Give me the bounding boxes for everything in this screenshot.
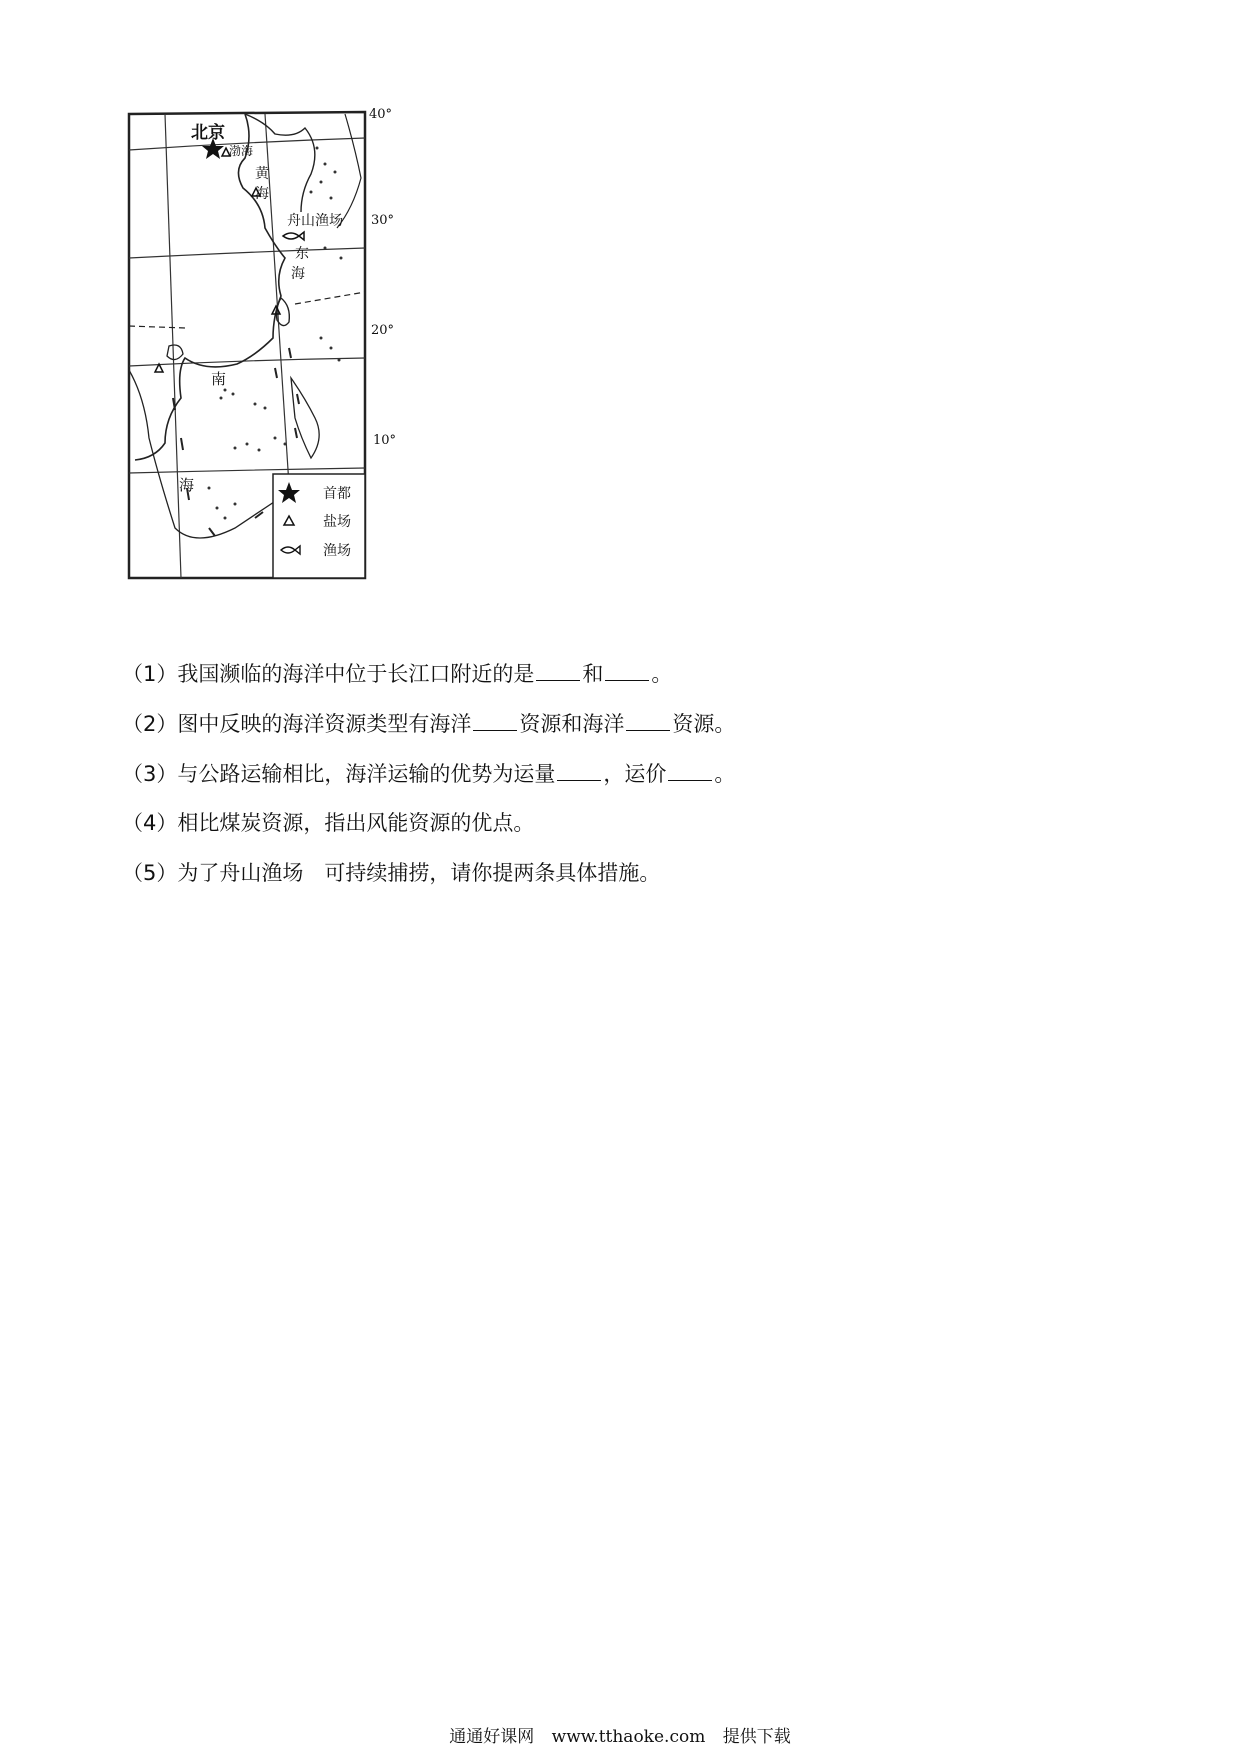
sea-map-figure: [125, 108, 455, 648]
lat-20-label: 20°: [371, 323, 395, 338]
answer-blank[interactable]: [605, 658, 649, 681]
bohai-label: 渤海: [229, 144, 254, 158]
answer-blank[interactable]: [626, 708, 670, 731]
question-3: （3）与公路运输相比，海洋运输的优势为运量 ，运价 。: [122, 758, 1122, 788]
question-5: （5）为了舟山渔场 可持续捕捞，请你提两条具体措施。: [122, 861, 661, 885]
footer-url[interactable]: www.tthaoke.com: [551, 1727, 706, 1747]
east-sea-label-2: 海: [291, 266, 305, 282]
zhoushan-fishery-icon: [283, 232, 304, 240]
legend-capital-label: 首都: [323, 486, 351, 502]
lat-30-label: 30°: [371, 213, 395, 228]
yellow-sea-label-1: 黄: [255, 166, 269, 182]
footer-site-name: 通通好课网: [449, 1727, 535, 1747]
south-sea-label-2: 海: [179, 476, 195, 494]
lat-10-label: 10°: [373, 433, 397, 448]
answer-blank[interactable]: [536, 658, 580, 681]
answer-blank[interactable]: [557, 758, 601, 781]
fishery-label: 舟山渔场: [287, 213, 343, 229]
question-1: （1）我国濒临的海洋中位于长江口附近的是 和 。: [122, 658, 1122, 688]
answer-blank[interactable]: [473, 708, 517, 731]
south-sea-label-1: 南: [211, 370, 227, 388]
legend-fishery-label: 渔场: [323, 543, 351, 559]
footer-suffix: 提供下载: [722, 1727, 791, 1747]
lat-40-label: 40°: [369, 108, 393, 122]
map-legend: [273, 474, 365, 578]
answer-blank[interactable]: [668, 758, 712, 781]
question-4: （4）相比煤炭资源，指出风能资源的优点。: [122, 811, 535, 835]
yellow-sea-label-2: 海: [255, 186, 269, 202]
question-2: （2）图中反映的海洋资源类型有海洋 资源和海洋 资源。: [122, 708, 1122, 738]
east-sea-label-1: 东: [295, 246, 309, 262]
question-list: [122, 658, 1122, 908]
page-footer: [0, 1722, 1240, 1747]
legend-salt-label: 盐场: [323, 514, 351, 530]
beijing-label: 北京: [191, 123, 225, 143]
